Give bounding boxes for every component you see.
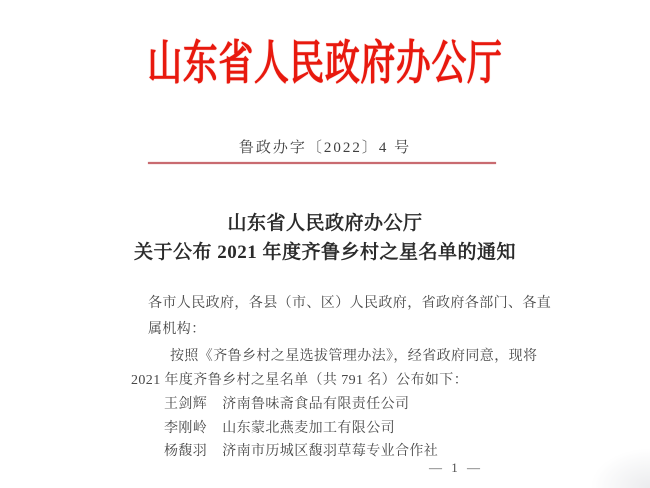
star-name: 杨馥羽 xyxy=(164,444,208,459)
intro-line-2: 2021 年度齐鲁乡村之星名单（共 791 名）公布如下： xyxy=(131,373,469,388)
notice-title-line-2: 关于公布 2021 年度齐鲁乡村之星名单的通知 xyxy=(133,242,516,263)
page-number: — 1 — xyxy=(429,460,483,475)
star-list-item xyxy=(164,417,395,437)
star-organization: 济南鲁味斋食品有限责任公司 xyxy=(222,397,410,412)
document-number: 鲁政办字〔2022〕4 号 xyxy=(238,140,412,156)
separator-rule xyxy=(148,162,496,164)
star-list-item xyxy=(164,393,409,413)
star-name: 李刚岭 xyxy=(164,421,208,436)
salutation-line-1: 各市人民政府，各县（市、区）人民政府，省政府各部门、各直 xyxy=(148,296,552,311)
notice-title-line-1: 山东省人民政府办公厅 xyxy=(227,213,423,234)
star-organization: 山东蒙北燕麦加工有限公司 xyxy=(222,421,396,436)
star-name: 王剑辉 xyxy=(164,397,208,412)
intro-line-1: 按照《齐鲁乡村之星选拔管理办法》，经省政府同意，现将 xyxy=(170,349,538,364)
star-organization: 济南市历城区馥羽草莓专业合作社 xyxy=(222,444,439,459)
letterhead-title: 山东省人民政府办公厅 xyxy=(147,38,503,90)
salutation-line-2: 属机构： xyxy=(148,322,206,337)
star-list-item xyxy=(164,440,438,460)
